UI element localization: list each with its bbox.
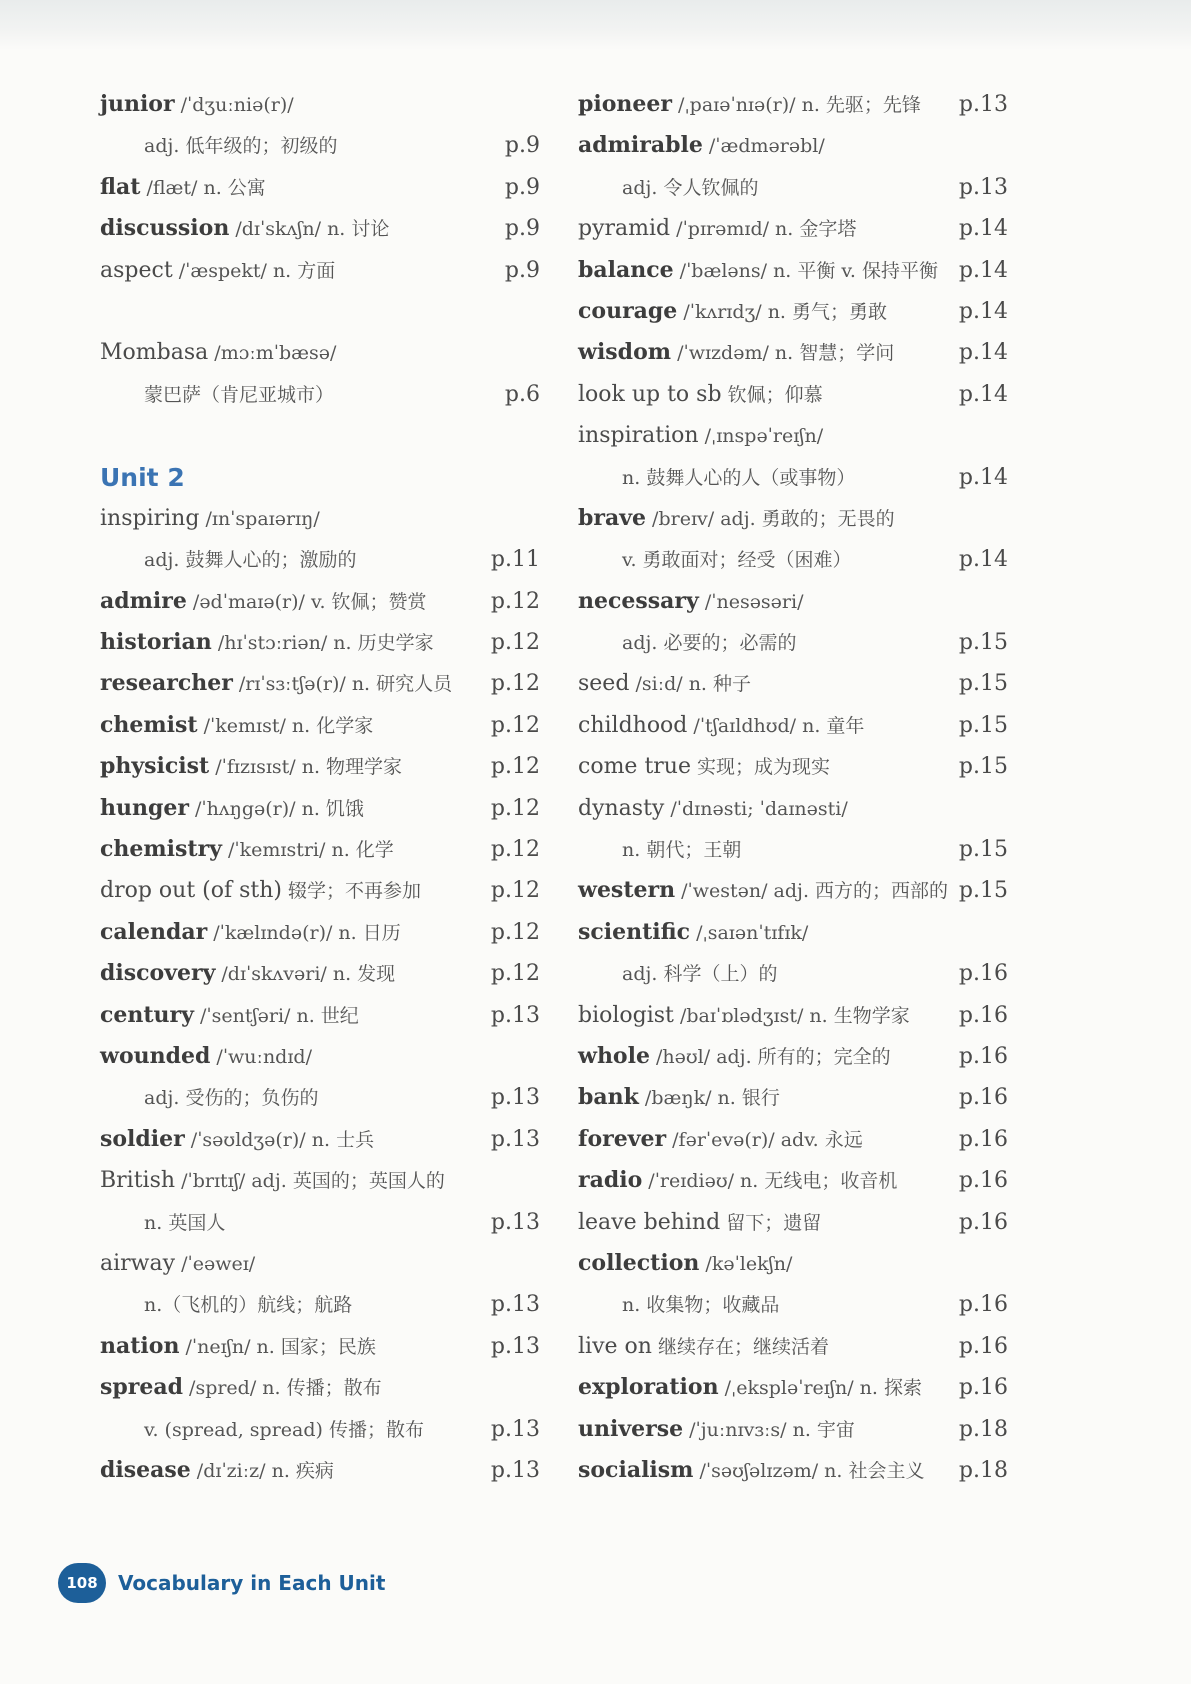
vocab-entry [578, 84, 1008, 125]
page-reference: p.18 [958, 1416, 1008, 1442]
page-top-band [0, 0, 1191, 50]
page-reference: p.12 [490, 754, 540, 780]
page-reference: p.13 [490, 1085, 540, 1111]
definition-text: adj. 受伤的；负伤的 [144, 1087, 319, 1110]
vocab-entry [578, 1243, 1008, 1284]
pronunciation-definition: 实现；成为现实 [691, 756, 831, 779]
pronunciation-definition: /ˈkemɪstri/ n. 化学 [221, 839, 394, 862]
page-reference: p.15 [958, 754, 1008, 780]
headword: come true [578, 754, 691, 780]
headword: universe [578, 1415, 684, 1442]
vocab-definition-line [100, 1202, 540, 1243]
page-reference: p.15 [958, 630, 1008, 656]
spacer [100, 415, 540, 456]
vocab-entry [100, 167, 540, 208]
page-reference: p.12 [490, 712, 540, 738]
vocab-entry [100, 1119, 540, 1160]
vocab-entry [578, 208, 1008, 249]
pronunciation-definition: /ˈsentʃəri/ n. 世纪 [193, 1004, 359, 1027]
definition-text: adj. 必要的；必需的 [622, 632, 797, 655]
vocab-entry [578, 1077, 1008, 1118]
headword: chemistry [100, 836, 222, 863]
headword: live on [578, 1333, 652, 1359]
vocab-entry [100, 953, 540, 994]
pronunciation-definition: /ˈkemɪst/ n. 化学家 [197, 714, 374, 737]
page-reference: p.6 [504, 381, 540, 407]
headword: courage [578, 297, 678, 324]
vocab-entry [100, 84, 540, 125]
vocab-entry [578, 1202, 1008, 1243]
pronunciation-definition: /ˈnesəsəri/ [698, 590, 804, 613]
definition-text: v. 勇敢面对；经受（困难） [622, 549, 852, 572]
page-number-badge: 108 [58, 1563, 106, 1603]
vocab-entry [100, 912, 540, 953]
headword: balance [578, 256, 674, 283]
headword: seed [578, 671, 630, 697]
headword: biologist [578, 1002, 674, 1028]
definition-text: n. 英国人 [144, 1211, 226, 1234]
headword: discussion [100, 215, 230, 242]
headword: hunger [100, 794, 189, 821]
headword: physicist [100, 753, 210, 780]
page-reference: p.14 [958, 340, 1008, 366]
pronunciation-definition: /ˈbrɪtɪʃ/ adj. 英国的；英国人的 [175, 1170, 445, 1193]
vocab-entry [100, 208, 540, 249]
headword: disease [100, 1456, 191, 1483]
page-reference: p.16 [958, 1209, 1008, 1235]
headword: aspect [100, 257, 173, 283]
definition-text: 蒙巴萨（肯尼亚城市） [144, 383, 335, 406]
page-reference: p.16 [958, 1043, 1008, 1069]
headword: pyramid [578, 216, 671, 242]
definition-text: adj. 科学（上）的 [622, 963, 778, 986]
vocab-entry [100, 622, 540, 663]
pronunciation-definition: /rɪˈsɜːtʃə(r)/ n. 研究人员 [232, 673, 453, 696]
headword: researcher [100, 670, 233, 697]
page-reference: p.16 [958, 1375, 1008, 1401]
vocab-entry [578, 663, 1008, 704]
page-reference: p.12 [490, 837, 540, 863]
pronunciation-definition: /ˈwɪzdəm/ n. 智慧；学问 [671, 342, 895, 365]
page-reference: p.15 [958, 712, 1008, 738]
page-reference: p.12 [490, 795, 540, 821]
headword: spread [100, 1374, 183, 1401]
vocab-entry [578, 374, 1008, 415]
page-reference: p.9 [504, 216, 540, 242]
vocab-entry [100, 1367, 540, 1408]
vocab-entry [100, 870, 540, 911]
page-reference: p.14 [958, 381, 1008, 407]
page-reference: p.13 [490, 1126, 540, 1152]
pronunciation-definition: /ˈsəʊʃəlɪzəm/ n. 社会主义 [693, 1459, 925, 1482]
headword: exploration [578, 1374, 719, 1401]
pronunciation-definition: /hɪˈstɔːriən/ n. 历史学家 [211, 632, 434, 655]
pronunciation-definition: /ˈsəʊldʒə(r)/ n. 士兵 [184, 1128, 375, 1151]
pronunciation-definition: /ˈpɪrəmɪd/ n. 金字塔 [670, 218, 857, 241]
right-column [578, 84, 1008, 1491]
vocab-entry [578, 1160, 1008, 1201]
headword: admirable [578, 132, 703, 159]
definition-text: n. 朝代；王朝 [622, 839, 742, 862]
unit-heading: Unit 2 [100, 462, 185, 492]
pronunciation-definition: /ˌekspləˈreɪʃn/ n. 探索 [718, 1377, 922, 1400]
headword: historian [100, 629, 212, 656]
headword: childhood [578, 712, 688, 738]
page-reference: p.12 [490, 588, 540, 614]
headword: scientific [578, 918, 691, 945]
pronunciation-definition: /siːd/ n. 种子 [629, 673, 752, 696]
vocab-definition-line [578, 953, 1008, 994]
pronunciation-definition: /baɪˈɒlədʒɪst/ n. 生物学家 [673, 1004, 910, 1027]
pronunciation-definition: /fərˈevə(r)/ adv. 永远 [666, 1128, 863, 1151]
headword: inspiring [100, 505, 200, 531]
pronunciation-definition: /ˈhʌŋgə(r)/ n. 饥饿 [188, 797, 364, 820]
pronunciation-definition: /həʊl/ adj. 所有的；完全的 [649, 1045, 891, 1068]
page-reference: p.13 [490, 1457, 540, 1483]
headword: necessary [578, 587, 699, 614]
vocab-definition-line [100, 539, 540, 580]
page-reference: p.12 [490, 919, 540, 945]
page-reference: p.18 [958, 1457, 1008, 1483]
vocab-entry [100, 663, 540, 704]
page-reference: p.14 [958, 547, 1008, 573]
vocab-entry [578, 912, 1008, 953]
pronunciation-definition: /ˈæspekt/ n. 方面 [172, 259, 336, 282]
page-reference: p.12 [490, 878, 540, 904]
pronunciation-definition: /ˈneɪʃn/ n. 国家；民族 [179, 1335, 376, 1358]
headword: calendar [100, 918, 208, 945]
headword: look up to sb [578, 381, 722, 407]
headword: dynasty [578, 795, 665, 821]
pronunciation-definition: /ˈdʒuːniə(r)/ [174, 94, 294, 116]
page-reference: p.14 [958, 257, 1008, 283]
pronunciation-definition: /ˌsaɪənˈtɪfɪk/ [690, 921, 809, 944]
vocab-entry [100, 829, 540, 870]
vocab-definition-line [578, 539, 1008, 580]
headword: inspiration [578, 423, 699, 449]
vocab-entry [578, 1326, 1008, 1367]
page-reference: p.16 [958, 1292, 1008, 1318]
headword: bank [578, 1084, 639, 1111]
definition-text: adj. 鼓舞人心的；激励的 [144, 549, 357, 572]
page-reference: p.13 [490, 1416, 540, 1442]
page-reference: p.11 [490, 547, 540, 573]
vocab-entry [578, 1450, 1008, 1491]
vocab-entry [578, 870, 1008, 911]
vocab-entry [100, 1036, 540, 1077]
vocab-entry [578, 705, 1008, 746]
pronunciation-definition: /bæŋk/ n. 银行 [638, 1087, 780, 1110]
headword: wisdom [578, 339, 672, 366]
page-reference: p.13 [490, 1333, 540, 1359]
vocab-definition-line [100, 1077, 540, 1118]
pronunciation-definition: 辍学；不再参加 [282, 880, 422, 903]
headword: century [100, 1001, 194, 1028]
pronunciation-definition: /ˈtʃaɪldhʊd/ n. 童年 [687, 714, 865, 737]
definition-text: n. 收集物；收藏品 [622, 1294, 780, 1317]
vocab-entry [578, 1367, 1008, 1408]
page-reference: p.15 [958, 837, 1008, 863]
headword: radio [578, 1167, 643, 1194]
page-reference: p.12 [490, 630, 540, 656]
vocab-entry [578, 125, 1008, 166]
vocab-definition-line [578, 622, 1008, 663]
pronunciation-definition: /ˈdɪnəsti; ˈdaɪnəsti/ [664, 797, 848, 820]
definition-text: adj. 令人钦佩的 [622, 176, 759, 199]
page-reference: p.16 [958, 1333, 1008, 1359]
pronunciation-definition: /ɪnˈspaɪərɪŋ/ [199, 507, 320, 530]
headword: collection [578, 1249, 700, 1276]
headword: nation [100, 1332, 180, 1359]
headword: airway [100, 1250, 176, 1276]
page-reference: p.13 [490, 1209, 540, 1235]
pronunciation-definition: /ˈwestən/ adj. 西方的；西部的 [675, 880, 949, 903]
pronunciation-definition: 钦佩；仰慕 [721, 383, 823, 406]
vocab-entry [578, 332, 1008, 373]
page-reference: p.12 [490, 961, 540, 987]
page-reference: p.14 [958, 216, 1008, 242]
headword: junior [100, 91, 175, 117]
headword: wounded [100, 1042, 211, 1069]
vocab-entry [578, 995, 1008, 1036]
footer-title: Vocabulary in Each Unit [118, 1571, 386, 1595]
page-reference: p.13 [958, 174, 1008, 200]
headword: soldier [100, 1125, 185, 1152]
headword: socialism [578, 1456, 694, 1483]
vocab-definition-line [578, 1284, 1008, 1325]
definition-text: n. 鼓舞人心的人（或事物） [622, 466, 856, 489]
vocab-entry [578, 498, 1008, 539]
pronunciation-definition: 继续存在；继续活着 [651, 1335, 829, 1358]
page-reference: p.9 [504, 133, 540, 159]
vocab-entry [100, 705, 540, 746]
headword: British [100, 1168, 176, 1194]
headword: forever [578, 1125, 667, 1152]
vocab-entry [100, 746, 540, 787]
vocab-definition-line [100, 1284, 540, 1325]
page-reference: p.15 [958, 671, 1008, 697]
pronunciation-definition: /ˌɪnspəˈreɪʃn/ [698, 425, 824, 448]
pronunciation-definition: /dɪˈskʌvəri/ n. 发现 [215, 963, 396, 986]
vocab-entry [100, 1160, 540, 1201]
vocab-entry [100, 250, 540, 291]
vocab-entry [578, 1409, 1008, 1450]
headword: chemist [100, 711, 198, 738]
vocab-entry [100, 1326, 540, 1367]
page-reference: p.16 [958, 1126, 1008, 1152]
pronunciation-definition: /ˌpaɪəˈnɪə(r)/ n. 先驱；先锋 [672, 94, 921, 116]
headword: western [578, 877, 676, 904]
vocab-definition-line [100, 1409, 540, 1450]
vocab-definition-line [578, 167, 1008, 208]
vocab-entry [578, 291, 1008, 332]
vocab-definition-line [100, 125, 540, 166]
page-reference: p.16 [958, 1085, 1008, 1111]
headword: leave behind [578, 1209, 721, 1235]
page-reference: p.12 [490, 671, 540, 697]
vocab-entry [100, 1243, 540, 1284]
pronunciation-definition: /ˈkælɪndə(r)/ n. 日历 [207, 921, 401, 944]
headword: Mombasa [100, 340, 209, 366]
page-reference: p.15 [958, 878, 1008, 904]
pronunciation-definition: /dɪˈskʌʃn/ n. 讨论 [229, 218, 390, 241]
pronunciation-definition: /ˈbæləns/ n. 平衡 v. 保持平衡 [673, 259, 938, 282]
page-reference: p.9 [504, 257, 540, 283]
pronunciation-definition: /mɔːmˈbæsə/ [208, 342, 337, 365]
pronunciation-definition: /spred/ n. 传播；散布 [183, 1377, 382, 1400]
page-reference: p.13 [490, 1292, 540, 1318]
page-reference: p.13 [958, 92, 1008, 117]
definition-text: adj. 低年级的；初级的 [144, 135, 338, 158]
left-column [100, 84, 540, 1491]
vocab-definition-line [100, 374, 540, 415]
page-reference: p.13 [490, 1002, 540, 1028]
definition-text: v. (spread, spread) 传播；散布 [144, 1418, 424, 1441]
pronunciation-definition: /breɪv/ adj. 勇敢的；无畏的 [646, 507, 895, 530]
page-reference: p.14 [958, 464, 1008, 490]
vocab-entry [578, 746, 1008, 787]
headword: discovery [100, 960, 216, 987]
spacer [100, 291, 540, 332]
vocab-entry [100, 995, 540, 1036]
pronunciation-definition: /kəˈlekʃn/ [699, 1252, 793, 1275]
page-reference: p.9 [504, 174, 540, 200]
pronunciation-definition: /ˈeəweɪ/ [175, 1252, 256, 1275]
page-footer [58, 1563, 385, 1603]
vocab-entry [578, 581, 1008, 622]
headword: drop out (of sth) [100, 878, 283, 904]
vocab-entry [100, 332, 540, 373]
vocab-entry [100, 581, 540, 622]
page-reference: p.14 [958, 298, 1008, 324]
headword: whole [578, 1042, 650, 1069]
vocab-entry [100, 788, 540, 829]
page-reference: p.16 [958, 961, 1008, 987]
vocab-entry [578, 788, 1008, 829]
vocab-entry [578, 1119, 1008, 1160]
vocab-entry [578, 415, 1008, 456]
pronunciation-definition: /ˈædmərəbl/ [702, 135, 825, 158]
pronunciation-definition: /ˈkʌrɪdʒ/ n. 勇气；勇敢 [677, 300, 888, 323]
pronunciation-definition: /ˈwuːndɪd/ [210, 1045, 312, 1068]
vocab-definition-line [578, 829, 1008, 870]
pronunciation-definition: 留下；遗留 [720, 1211, 822, 1234]
pronunciation-definition: /ədˈmaɪə(r)/ v. 钦佩；赞赏 [186, 590, 427, 613]
headword: admire [100, 587, 187, 614]
page-reference: p.16 [958, 1002, 1008, 1028]
vocab-entry [100, 1450, 540, 1491]
vocab-entry [100, 498, 540, 539]
pronunciation-definition: /ˈreɪdiəʊ/ n. 无线电；收音机 [642, 1170, 898, 1193]
vocab-entry [578, 1036, 1008, 1077]
headword: brave [578, 504, 647, 531]
vocab-entry [578, 250, 1008, 291]
pronunciation-definition: /ˈfɪzɪsɪst/ n. 物理学家 [209, 756, 403, 779]
page-reference: p.16 [958, 1168, 1008, 1194]
pronunciation-definition: /ˈjuːnɪvɜːs/ n. 宇宙 [683, 1418, 855, 1441]
headword: pioneer [578, 91, 672, 117]
headword: flat [100, 173, 141, 200]
pronunciation-definition: /flæt/ n. 公寓 [140, 176, 266, 199]
pronunciation-definition: /dɪˈziːz/ n. 疾病 [190, 1459, 334, 1482]
definition-text: n.（飞机的）航线；航路 [144, 1294, 353, 1317]
vocab-definition-line [578, 457, 1008, 498]
